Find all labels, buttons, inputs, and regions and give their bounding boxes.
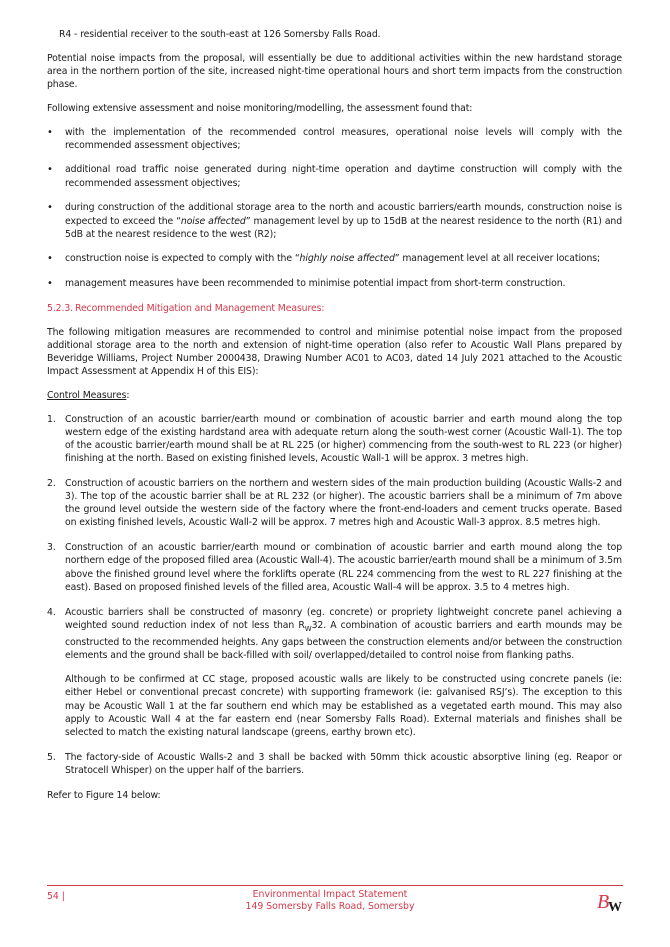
list-item: • with the implementation of the recommended control measures, operational noise levels will comply with the recommended assessment objectives; bbox=[47, 126, 622, 151]
svg-text:B: B bbox=[597, 891, 610, 913]
footer-title: Environmental Impact Statement 149 Somersby Falls Road, Somersby bbox=[245, 889, 415, 912]
mitigation-paragraph: The following mitigation measures are recommended to control and minimise potential noise impact from the proposed additional storage area to the north and extension of night-time operation (also refer to Acoustic Wall Plans prepared by Beveridge Williams, Project Number 2000438, Drawing Number AC01 to AC03, dated 14 July 2021 attached to the Acoustic Impact Assessment at Appendix H of this EIS): bbox=[47, 326, 622, 378]
list-item: 5. The factory-side of Acoustic Walls-2 and 3 shall be backed with 50mm thick acoustic absorptive lining (eg. Reapor or Stratocell Whisper) on the upper half of the barriers. bbox=[47, 751, 622, 776]
item-number: 4. bbox=[47, 606, 56, 618]
bullet-icon: • bbox=[47, 126, 53, 138]
page-content bbox=[47, 28, 622, 812]
item-number: 2. bbox=[47, 477, 56, 489]
item-number: 3. bbox=[47, 542, 56, 554]
list-item: • additional road traffic noise generated during night-time operation and daytime construction will comply with the recommended assessment objectives; bbox=[47, 164, 622, 189]
bullet-icon: • bbox=[47, 164, 53, 176]
intro-paragraph: Potential noise impacts from the proposal, will essentially be due to additional activities within the new hardstand storage area in the northern portion of the site, increased night-time operational hours and short term impacts from the construction phase. bbox=[47, 52, 622, 91]
bw-logo-icon bbox=[596, 887, 624, 915]
svg-text:W: W bbox=[608, 900, 622, 915]
list-item: • during construction of the additional storage area to the north and acoustic barriers/earth mounds, construction noise is expected to exceed the “noise affected” management level by up to 15dB at the nearest residence to the north (R1) and 5dB at the nearest residence to the west (R2); bbox=[47, 202, 623, 240]
item-sub-paragraph: Although to be confirmed at CC stage, proposed acoustic walls are likely to be constructed using concrete panels (ie: either Hebel or conventional precast concrete) with supporting framework (ie: galvanised RSJ’s). The exception to this may be Acoustic Wall 1 at the far southern end which may be established as a vegetated earth mound. This may also apply to Acoustic Wall 4 at the far eastern end (near Somersby Falls Road). External materials and finishes shall be selected to match the existing natural landscape (greens, earthy brown etc). bbox=[65, 674, 622, 738]
footer-divider bbox=[47, 885, 623, 886]
item-number: 1. bbox=[47, 413, 56, 425]
control-measures-list bbox=[47, 413, 622, 778]
page-number: 54 | bbox=[47, 891, 65, 902]
emphasis-text: noise affected bbox=[180, 215, 246, 227]
findings-list bbox=[47, 126, 622, 291]
list-item: 4. Acoustic barriers shall be constructed of masonry (eg. concrete) or propriety lightweight concrete panel achieving a weighted sound reduction index of not less than $R_W32$. A combination of acoustic barriers and earth mounds may be constructed to the recommended heights. Any gaps between the construction elements and/or between the construction elements and the ground shall be back-filled with soil/ overlapped/detailed to control noise from flanking paths. Although to be confirmed at CC stage, proposed acoustic walls are likely to be constructed using concrete panels (ie: either Hebel or conventional precast concrete) with supporting framework (ie: galvanised RSJ’s). The exception to this may be Acoustic Wall 1 at the far southern end which may be established as a vegetated earth mound. This may also apply to Acoustic Wall 4 at the far eastern end (near Somersby Falls Road). External materials and finishes shall be selected to match the existing natural landscape (greens, earthy brown etc). bbox=[47, 606, 622, 738]
bullet-icon: • bbox=[47, 253, 53, 265]
section-title: Recommended Mitigation and Management Measures: bbox=[75, 302, 325, 314]
bullet-icon: • bbox=[47, 278, 53, 290]
findings-intro: Following extensive assessment and noise monitoring/modelling, the assessment found that: bbox=[47, 102, 473, 114]
list-item: • construction noise is expected to comply with the “highly noise affected” management level at all receiver locations; bbox=[47, 253, 601, 265]
section-heading bbox=[47, 302, 622, 315]
item-number: 5. bbox=[47, 751, 56, 763]
list-item: 3. Construction of an acoustic barrier/earth mound or combination of acoustic barrier and earth mound along the top northern edge of the proposed filled area (Acoustic Wall-4). The acoustic barrier/earth mound shall be a minimum of 3.5m above the finished ground level where the forklifts operate (RL 224 commencing from the west to RL 227 finishing at the east). Based on proposed finished levels of the filled area, Acoustic Wall-4 will be approx. 3.5 to 4 metres high. bbox=[47, 542, 622, 593]
list-item: • management measures have been recommended to minimise potential impact from short-term construction. bbox=[47, 278, 566, 290]
control-measures-heading: Control Measures: bbox=[47, 389, 130, 401]
emphasis-text: highly noise affected bbox=[299, 253, 395, 265]
list-item: 2. Construction of acoustic barriers on the northern and western sides of the main production building (Acoustic Walls-2 and 3). The top of the acoustic barrier shall be at RL 232 (or higher). The acoustic barriers shall be a minimum of 7m above the ground level outside the western side of the factory where the front-end-loaders and cement trucks operate. Based on existing finished levels, Acoustic Wall-2 will be approx. 7 metres high and Acoustic Wall-3 approx. 8.5 metres high. bbox=[47, 477, 622, 529]
receiver-line: R4 - residential receiver to the south-east at 126 Somersby Falls Road. bbox=[59, 29, 381, 40]
section-number: 5.2.3. bbox=[47, 302, 74, 314]
list-item: 1. Construction of an acoustic barrier/earth mound or combination of acoustic barrier and earth mound along the top western edge of the existing hardstand area with adequate return along the south-west corner (Acoustic Wall-1). The top of the acoustic barrier/earth mound shall be at RL 225 (or higher) commencing from the south-west to RL 223 (or higher) finishing at the north. Based on existing finished levels, Acoustic Wall-1 will be approx. 3 metres high. bbox=[47, 413, 622, 465]
bullet-icon: • bbox=[47, 202, 53, 214]
figure-reference: Refer to Figure 14 below: bbox=[47, 789, 161, 801]
